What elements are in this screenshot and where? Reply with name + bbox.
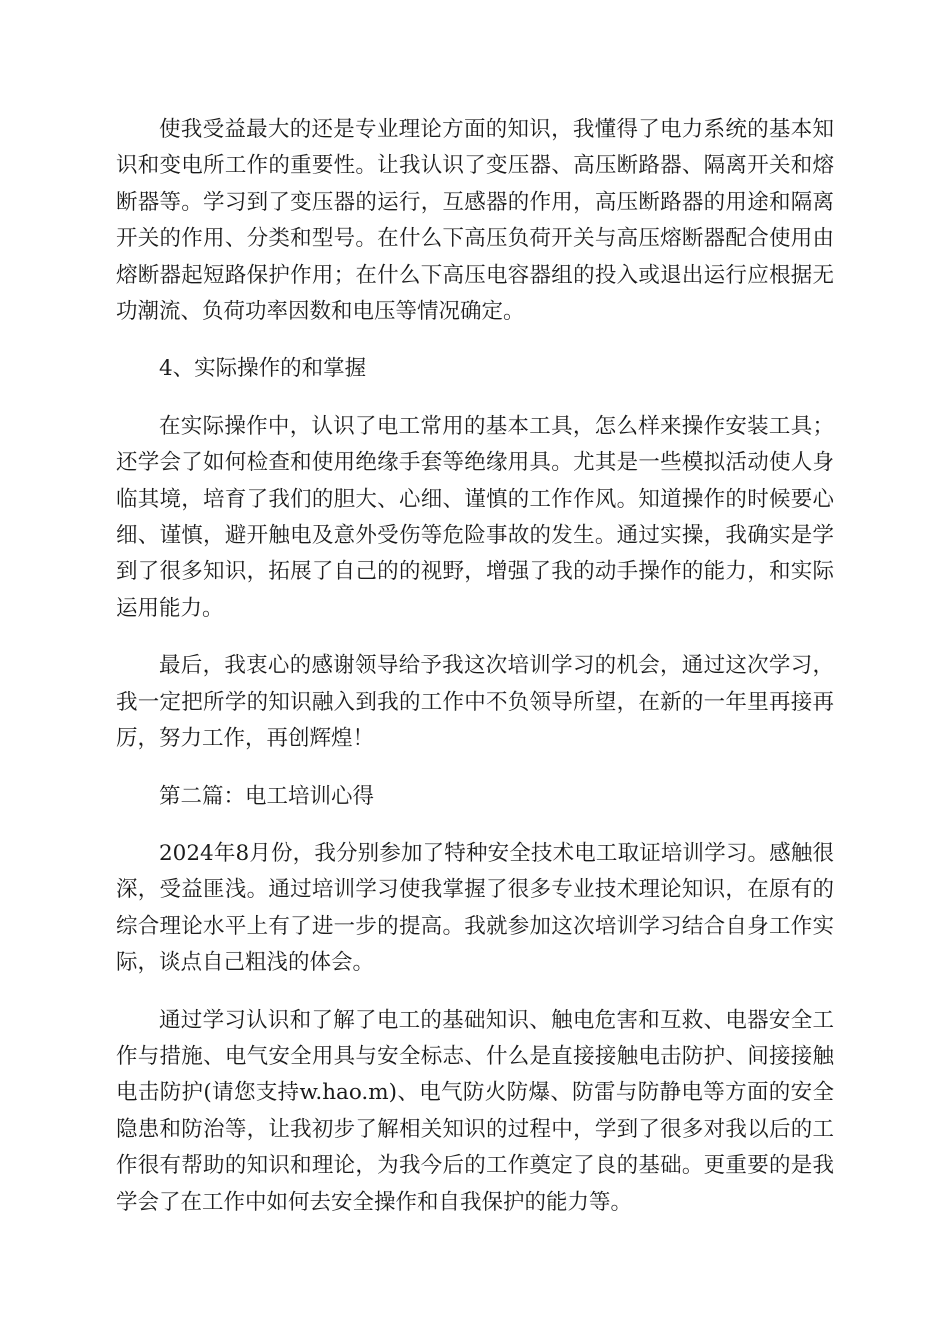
paragraph-thanks: 最后，我衷心的感谢领导给予我这次培训学习的机会，通过这次学习，我一定把所学的知识融入到我的工作中不负领导所望，在新的一年里再接再厉，努力工作，再创辉煌！: [116, 653, 834, 752]
paragraph-theory-knowledge: 使我受益最大的还是专业理论方面的知识，我懂得了电力系统的基本知识和变电所工作的重要性。让我认识了变压器、高压断路器、隔离开关和熔断器等。学习到了变压器的运行，互感器的作用，高压断路器的用途和隔离开关的作用、分类和型号。在什么下高压负荷开关与高压熔断器配合使用由熔断器起短路保护作用；在什么下高压电容器组的投入或退出运行应根据无功潮流、负荷功率因数和电压等情况确定。: [116, 117, 834, 325]
paragraph-practical-operation: 在实际操作中，认识了电工常用的基本工具，怎么样来操作安装工具；还学会了如何检查和使用绝缘手套等绝缘用具。尤其是一些模拟活动使人身临其境，培育了我们的胆大、心细、谨慎的工作作风。知道操作的时候要心细、谨慎，避开触电及意外受伤等危险事故的发生。通过实操，我确实是学到了很多知识，拓展了自己的的视野，增强了我的动手操作的能力，和实际运用能力。: [116, 413, 834, 621]
section-heading-part-two: 第二篇：电工培训心得: [159, 783, 375, 809]
section-heading-practical-operation: 4、实际操作的和掌握: [159, 356, 367, 382]
paragraph-training-intro: 2024年8月份，我分别参加了特种安全技术电工取证培训学习。感触很深，受益匪浅。通过培训学习使我掌握了很多专业技术理论知识，在原有的综合理论水平上有了进一步的提高。我就参加这次培训学习结合自身工作实际，谈点自己粗浅的体会。: [116, 840, 834, 976]
paragraph-training-content: 通过学习认识和了解了电工的基础知识、触电危害和互救、电器安全工作与措施、电气安全用具与安全标志、什么是直接接触电击防护、间接接触电击防护(请您支持w.hao.m)、电气防火防爆、防雷与防静电等方面的安全隐患和防治等，让我初步了解相关知识的过程中，学到了很多对我以后的工作很有帮助的知识和理论，为我今后的工作奠定了良的基础。更重要的是我学会了在工作中如何去安全操作和自我保护的能力等。: [116, 1007, 834, 1215]
document-body: [116, 112, 834, 1242]
